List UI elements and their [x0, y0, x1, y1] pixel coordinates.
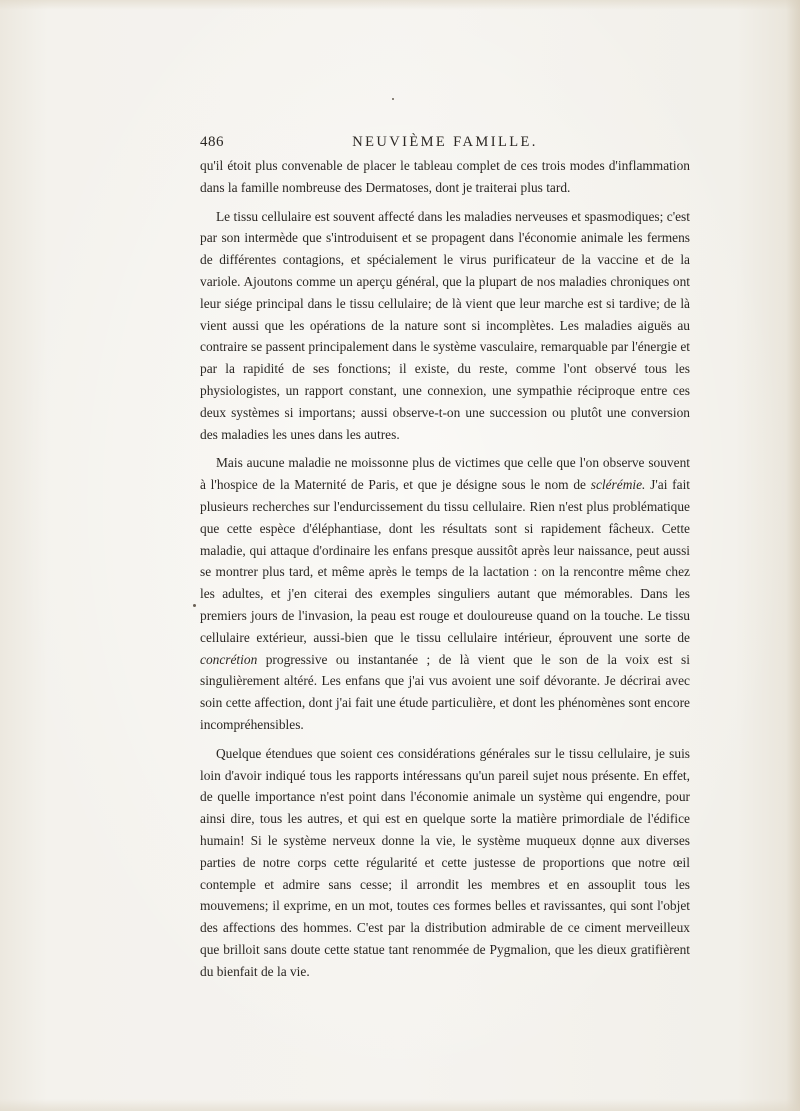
paragraph-text: qu'il étoit plus convenable de placer le tableau complet de ces trois modes d'inflammation dans la famille nombreuse des Dermatoses, dont je traiterai plus tard. — [200, 158, 690, 195]
page-header — [200, 134, 690, 154]
paragraph-text: J'ai fait plusieurs recherches sur l'endurcissement du tissu cellulaire. Rien n'est plus problématique que cette espèce d'éléphantiase, dont les résultats sont si rapidement fâcheux. Cette maladie, qui attaque d'ordinaire les enfans presque aussitôt après leur naissance, peut aussi se montrer plus tard, et même après le temps de la lactation : on la rencontre même chez les adultes, et j'en citerai des exemples singuliers autant que mémorables. Dans les premiers jours de l'invasion, la peau est rouge et douloureuse quand on la touche. Le tissu cellulaire extérieur, aussi-bien que le tissu cellulaire intérieur, éprouvent une sorte de — [200, 477, 691, 645]
page-edge-shadow — [786, 0, 800, 1111]
italic-term: sclérémie. — [590, 477, 646, 493]
paragraph — [200, 155, 690, 199]
running-head: NEUVIÈME FAMILLE. — [352, 134, 538, 150]
paragraph-text: progressive ou instantanée ; de là vient que le son de la voix est si singulièrement altéré. Les enfans que j'ai vus avoient une soif dévorante. Je décrirai avec soin cette affection, dont j'ai fait une étude particulière, et dont les phénomènes sont encore incompréhensibles. — [200, 651, 690, 732]
body-text — [200, 155, 690, 982]
paragraph-text: Mais aucune maladie ne moissonne plus de victimes que celle que l'on observe souvent à l'hospice de la Maternité de Paris, et que je désigne sous le nom de — [200, 455, 690, 493]
paper-speck — [193, 604, 196, 607]
paragraph-text: Le tissu cellulaire est souvent affecté dans les maladies nerveuses et spasmodiques; c'est par son intermède que s'introduisent et se propagent dans l'économie animale les fermens de différentes contagions, et spécialement le virus purificateur de la vaccine et de la variole. Ajoutons comme un aperçu général, que la plupart de nos maladies chroniques ont leur siége principal dans le tissu cellulaire; de là vient que leur marche est si tardive; de là vient aussi que les opérations de la nature sont si incomplètes. Les maladies aiguës au contraire se passent principalement dans le système vasculaire, remarquable par l'énergie et par la rapidité de ses fonctions; il existe, du reste, comme l'ont observé tous les physiologistes, un rapport constant, une connexion, une sympathie réciproque entre ces deux systèmes si importans; aussi observe-t-on une succession ou plutôt une conversion des maladies les unes dans les autres. — [200, 208, 690, 442]
page-edge-shadow — [0, 0, 800, 10]
paper-speck — [392, 98, 394, 100]
paragraph — [200, 452, 690, 735]
paragraph — [200, 206, 690, 446]
italic-term: concrétion — [200, 651, 258, 667]
page-number: 486 — [200, 134, 224, 150]
page-edge-shadow — [0, 1099, 800, 1111]
paragraph — [200, 743, 690, 983]
paragraph-text: Quelque étendues que soient ces considérations générales sur le tissu cellulaire, je suis loin d'avoir indiqué tous les rapports intéressans qu'un pareil sujet nous présente. En effet, de quelle importance n'est point dans l'économie animale un système qui engendre, pour ainsi dire, tous les autres, et qui est en quelque sorte la matière primordiale de l'édifice humain! Si le système nerveux donne la vie, le système muqueux donne aux diverses parties de notre corps cette régularité et cette justesse de proportions que notre œil contemple et admire sans cesse; il arrondit les membres et en assouplit tous les mouvemens; il exprime, en un mot, toutes ces formes belles et ravissantes, qui sont l'objet des affections des hommes. C'est par la distribution admirable de ce ciment merveilleux que brilloit sans doute cette statue tant renommée de Pygmalion, que les dieux gratifièrent du bienfait de la vie. — [200, 745, 690, 979]
